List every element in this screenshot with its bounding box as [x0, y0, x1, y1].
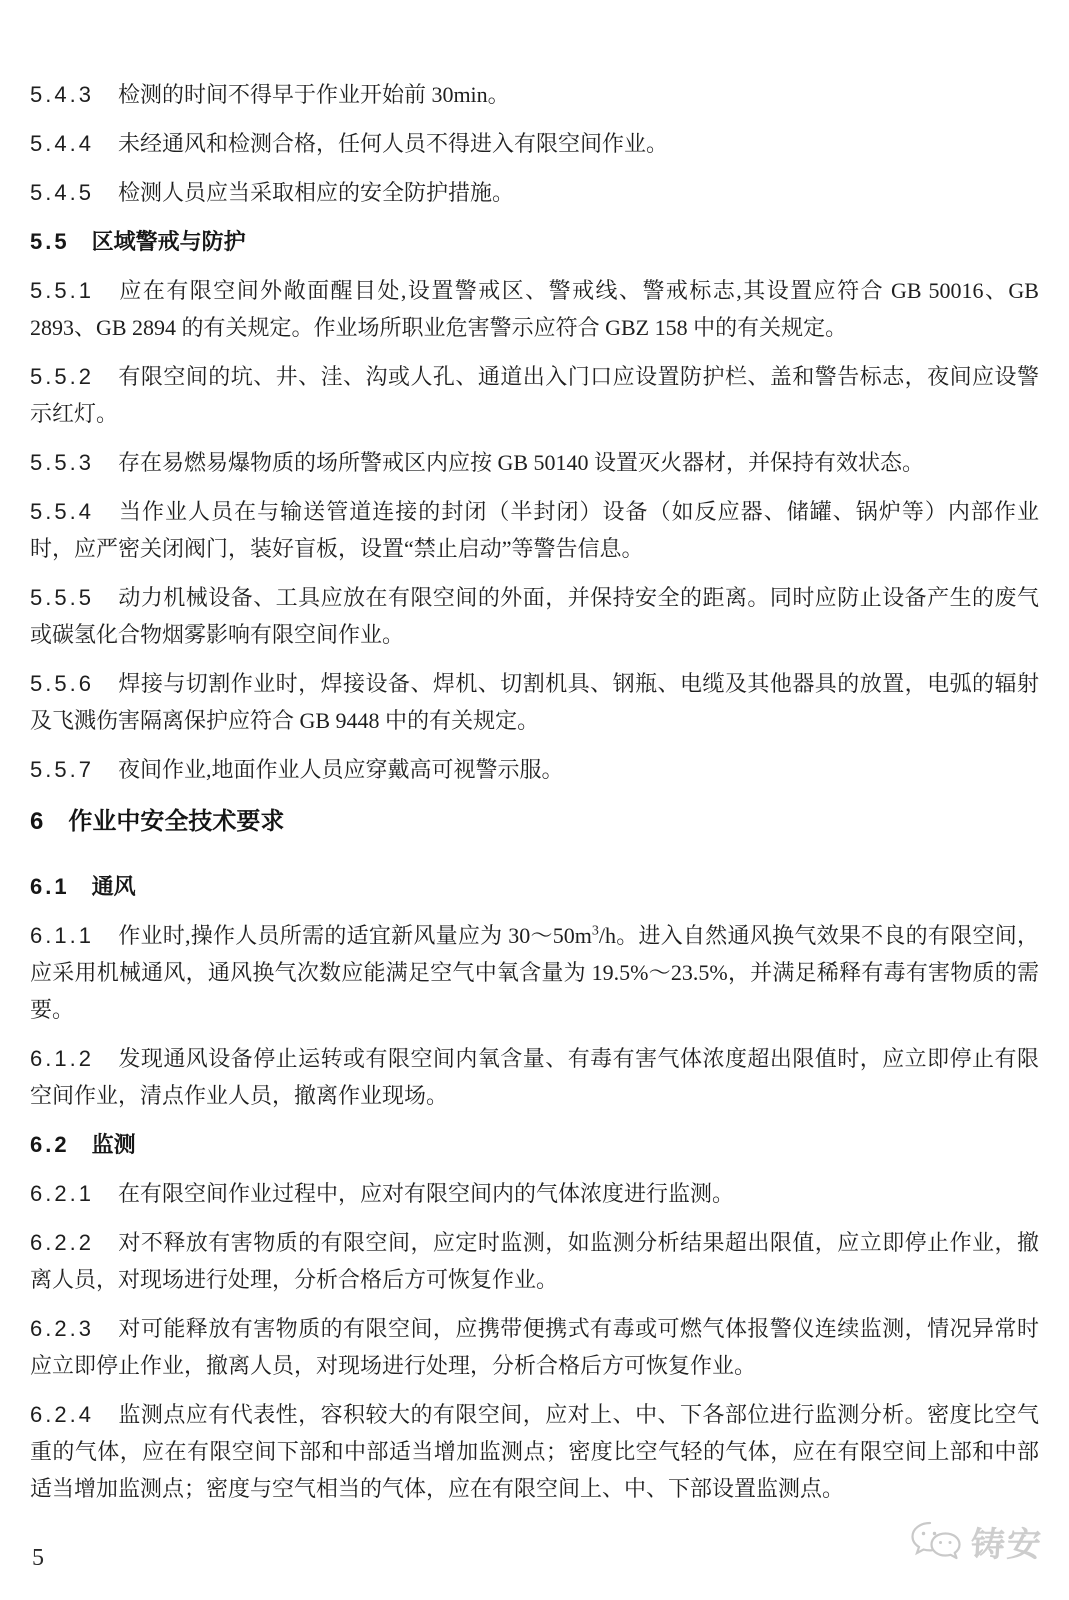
section-number: 6.2 — [30, 1132, 70, 1157]
clause-number: 6.1.1 — [30, 923, 94, 948]
chapter-number: 6 — [30, 808, 45, 835]
clause-number: 5.5.5 — [30, 585, 94, 610]
clause-text: 发现通风设备停止运转或有限空间内氧含量、有毒有害气体浓度超出限值时，应立即停止有限空间作业，清点作业人员，撤离作业现场。 — [30, 1046, 1039, 1108]
clause-5-4-3 — [30, 76, 1039, 113]
clause-6-2-1 — [30, 1175, 1039, 1212]
section-title: 监测 — [91, 1132, 136, 1157]
clause-5-5-5 — [30, 579, 1039, 653]
clause-text: 对不释放有害物质的有限空间，应定时监测，如监测分析结果超出限值，应立即停止作业，撤离人员，对现场进行处理，分析合格后方可恢复作业。 — [30, 1230, 1039, 1292]
clause-number: 6.2.3 — [30, 1316, 94, 1341]
clause-number: 5.5.6 — [30, 671, 94, 696]
section-heading-6-2 — [30, 1126, 1039, 1163]
clause-text: 检测的时间不得早于作业开始前 30min。 — [117, 82, 510, 107]
clause-text: 当作业人员在与输送管道连接的封闭（半封闭）设备（如反应器、储罐、锅炉等）内部作业时，应严密关闭阀门，装好盲板，设置“禁止启动”等警告信息。 — [30, 499, 1039, 561]
clause-number: 5.5.4 — [30, 499, 94, 524]
clause-text: 应在有限空间外敞面醒目处,设置警戒区、警戒线、警戒标志,其设置应符合 GB 50016、GB 2893、GB 2894 的有关规定。作业场所职业危害警示应符合 GBZ 158 中的有关规定。 — [30, 278, 1039, 340]
page-number: 5 — [32, 1545, 44, 1571]
clause-text: 未经通风和检测合格，任何人员不得进入有限空间作业。 — [117, 131, 668, 156]
clause-number: 5.4.3 — [30, 82, 94, 107]
clause-6-2-4 — [30, 1396, 1039, 1507]
clause-6-2-2 — [30, 1224, 1039, 1298]
clause-text: 检测人员应当采取相应的安全防护措施。 — [117, 180, 514, 205]
page-footer — [0, 1505, 1069, 1600]
clause-number: 6.1.2 — [30, 1046, 94, 1071]
clause-text: 有限空间的坑、井、洼、沟或人孔、通道出入门口应设置防护栏、盖和警告标志，夜间应设警示红灯。 — [30, 364, 1039, 426]
clause-number: 5.5.1 — [30, 278, 94, 303]
section-heading-5-5 — [30, 223, 1039, 260]
clause-number: 5.4.4 — [30, 131, 94, 156]
clause-text: 存在易燃易爆物质的场所警戒区内应按 GB 50140 设置灭火器材，并保持有效状态。 — [117, 450, 925, 475]
section-number: 6.1 — [30, 874, 70, 899]
clause-number: 5.5.3 — [30, 450, 94, 475]
wechat-bubbles-icon — [909, 1520, 963, 1564]
clause-5-5-3 — [30, 444, 1039, 481]
clause-number: 6.2.2 — [30, 1230, 94, 1255]
clause-number: 5.5.7 — [30, 757, 94, 782]
clause-text: 焊接与切割作业时，焊接设备、焊机、切割机具、钢瓶、电缆及其他器具的放置，电弧的辐射及飞溅伤害隔离保护应符合 GB 9448 中的有关规定。 — [30, 671, 1039, 733]
zhuan-watermark — [909, 1517, 1043, 1566]
clause-5-5-4 — [30, 493, 1039, 567]
chapter-title: 作业中安全技术要求 — [68, 808, 285, 835]
section-number: 5.5 — [30, 229, 70, 254]
clause-5-4-5 — [30, 174, 1039, 211]
clause-5-5-2 — [30, 358, 1039, 432]
clause-5-4-4 — [30, 125, 1039, 162]
clause-text: 夜间作业,地面作业人员应穿戴高可视警示服。 — [117, 757, 564, 782]
section-heading-6-1 — [30, 868, 1039, 905]
chapter-heading-6 — [30, 802, 1039, 842]
clause-text: 作业时,操作人员所需的适宜新风量应为 30～50m — [117, 923, 592, 948]
clause-text: /h。进入自然通风换气效果不良的有限空间，应采用机械通风，通风换气次数应能满足空气中氧含量为 19.5%～23.5%，并满足稀释有毒有害物质的需要。 — [30, 923, 1039, 1022]
clause-number: 6.2.1 — [30, 1181, 94, 1206]
superscript-3: 3 — [591, 923, 599, 939]
clause-5-5-6 — [30, 665, 1039, 739]
clause-text: 动力机械设备、工具应放在有限空间的外面，并保持安全的距离。同时应防止设备产生的废气或碳氢化合物烟雾影响有限空间作业。 — [30, 585, 1039, 647]
clause-number: 6.2.4 — [30, 1402, 94, 1427]
watermark-label: 铸安 — [969, 1526, 1045, 1564]
section-title: 通风 — [91, 874, 136, 899]
clause-6-1-1 — [30, 917, 1039, 1028]
clause-number: 5.5.2 — [30, 364, 94, 389]
clause-text: 对可能释放有害物质的有限空间，应携带便携式有毒或可燃气体报警仪连续监测，情况异常时应立即停止作业，撤离人员，对现场进行处理，分析合格后方可恢复作业。 — [30, 1316, 1039, 1378]
clause-6-2-3 — [30, 1310, 1039, 1384]
clause-6-1-2 — [30, 1040, 1039, 1114]
clause-text: 在有限空间作业过程中，应对有限空间内的气体浓度进行监测。 — [117, 1181, 734, 1206]
clause-5-5-1 — [30, 272, 1039, 346]
clause-number: 5.4.5 — [30, 180, 94, 205]
section-title: 区域警戒与防护 — [91, 229, 246, 254]
clause-text: 监测点应有代表性，容积较大的有限空间，应对上、中、下各部位进行监测分析。密度比空气重的气体，应在有限空间下部和中部适当增加监测点；密度比空气轻的气体，应在有限空间上部和中部适当增加监测点；密度与空气相当的气体，应在有限空间上、中、下部设置监测点。 — [30, 1402, 1039, 1501]
clause-5-5-7 — [30, 751, 1039, 788]
